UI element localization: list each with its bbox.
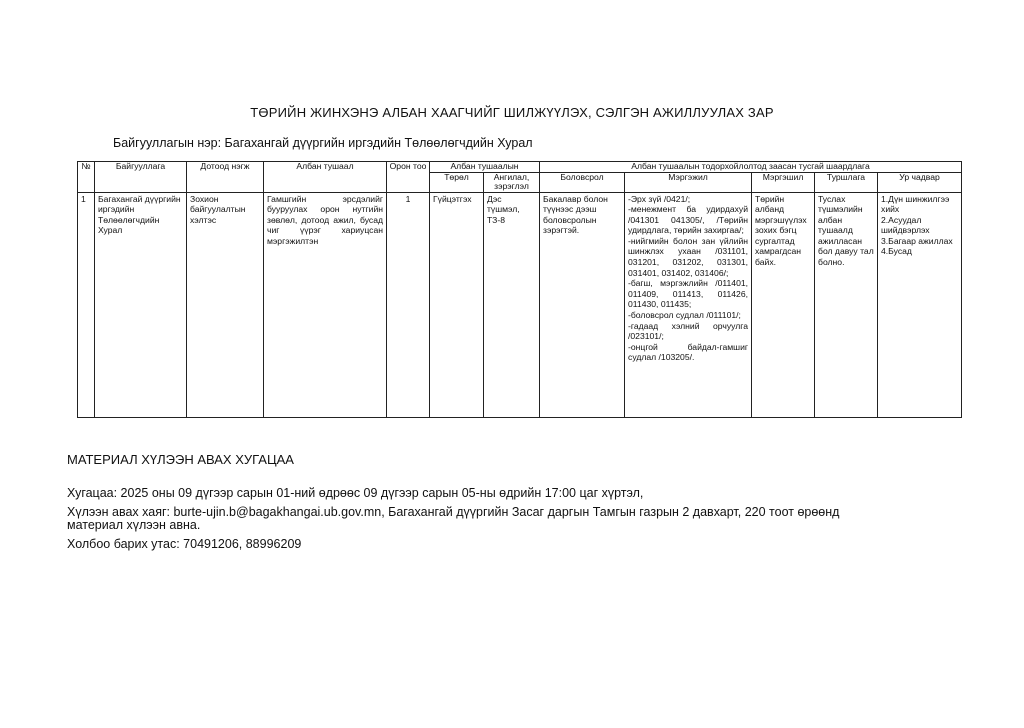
header-qualification: Мэргэшил: [752, 172, 815, 192]
header-skills: Ур чадвар: [878, 172, 962, 192]
header-type: Төрөл: [430, 172, 484, 192]
header-experience: Туршлага: [815, 172, 878, 192]
cell-position: Гамшгийн эрсдэлийг бууруулах орон нутгийн зөвлөл, дотоод ажил, бусад чиг үүрэг хариуцсан мэргэжилтэн: [264, 192, 387, 417]
cell-skills: [878, 192, 962, 417]
header-internal-unit: Дотоод нэгж: [187, 162, 264, 193]
contact-phone: Холбоо барих утас: 70491206, 88996209: [67, 537, 302, 551]
header-organization: Байгууллага: [95, 162, 187, 193]
cell-education: Бакалавр болон түүнээс дээш боловсролын зэрэгтэй.: [540, 192, 625, 417]
profession-line: -онцгой байдал-гамшиг судлал /103205/.: [628, 341, 749, 363]
profession-line: -менежмент ба удирдахуй /041301 041305/, /Төрийн удирдлага, төрийн захиргаа/;: [628, 204, 749, 236]
header-rank: Ангилал, зэрэглэл: [484, 172, 540, 192]
cell-seats: 1: [387, 192, 430, 417]
skill-item: 1.Дүн шинжилгээ хийх: [881, 193, 950, 215]
header-education: Боловсрол: [540, 172, 625, 192]
cell-rank: Дэс түшмэл, ТЗ-8: [484, 192, 540, 417]
cell-type: Гүйцэтгэх: [430, 192, 484, 417]
materials-heading: МАТЕРИАЛ ХҮЛЭЭН АВАХ ХУГАЦАА: [67, 452, 294, 467]
skill-item: 4.Бусад: [881, 246, 912, 257]
header-position: Албан тушаал: [264, 162, 387, 193]
skill-item: 3.Багаар ажиллах: [881, 235, 953, 246]
profession-line: -боловсрол судлал /011101/;: [628, 310, 741, 321]
profession-line: -нийгмийн болон зан үйлийн шинжлэх ухаан /031101, 031201, 031202, 031301, 031401, 031402, 031406/;: [628, 235, 749, 278]
header-number: №: [78, 162, 95, 193]
deadline-text: Хугацаа: 2025 оны 09 дүгээр сарын 01-ний өдрөөс 09 дүгээр сарын 05-ны өдрийн 17:00 цаг хүртэл,: [67, 486, 644, 500]
document-title: ТӨРИЙН ЖИНХЭНЭ АЛБАН ХААГЧИЙГ ШИЛЖҮҮЛЭХ, СЭЛГЭН АЖИЛЛУУЛАХ ЗАР: [250, 105, 774, 120]
cell-organization: Багахангай дүүргийн иргэдийн Төлөөлөгчдийн Хурал: [95, 192, 187, 417]
address-continuation: материал хүлээн авна.: [67, 518, 201, 532]
cell-internal-unit: Зохион байгуулалтын хэлтэс: [187, 192, 264, 417]
header-requirements-group: Албан тушаалын тодорхойлолтод заасан тусгай шаардлага: [540, 162, 962, 173]
profession-line: -Эрх зүй /0421/;: [628, 193, 691, 204]
table-row: [78, 192, 962, 417]
job-requirements-table: [77, 161, 962, 418]
organization-name: Байгууллагын нэр: Багахангай дүүргийн иргэдийн Төлөөлөгчдийн Хурал: [113, 136, 533, 150]
skill-item: 2.Асуудал шийдвэрлэх: [881, 214, 930, 236]
header-seats: Орон тоо: [387, 162, 430, 193]
cell-experience: Туслах түшмэлийн албан тушаалд ажилласан бол давуу тал болно.: [815, 192, 878, 417]
profession-line: -гадаад хэлний орчуулга /023101/;: [628, 320, 749, 342]
cell-profession: [625, 192, 752, 417]
header-position-group: Албан тушаалын: [430, 162, 540, 173]
cell-number: 1: [78, 192, 95, 417]
address-text: Хүлээн авах хаяг: burte-ujin.b@bagakhangai.ub.gov.mn, Багахангай дүүргийн Засаг даргын Тамгын газрын 2 давхарт, 220 тоот өрөөнд: [67, 505, 840, 519]
cell-qualification: Төрийн албанд мэргэшүүлэх зохих бэгц сургалтад хамрагдсан байх.: [752, 192, 815, 417]
header-profession: Мэргэжил: [625, 172, 752, 192]
profession-line: -багш, мэргэжлийн /011401, 011409, 011413, 011426, 011430, 011435;: [628, 278, 749, 310]
